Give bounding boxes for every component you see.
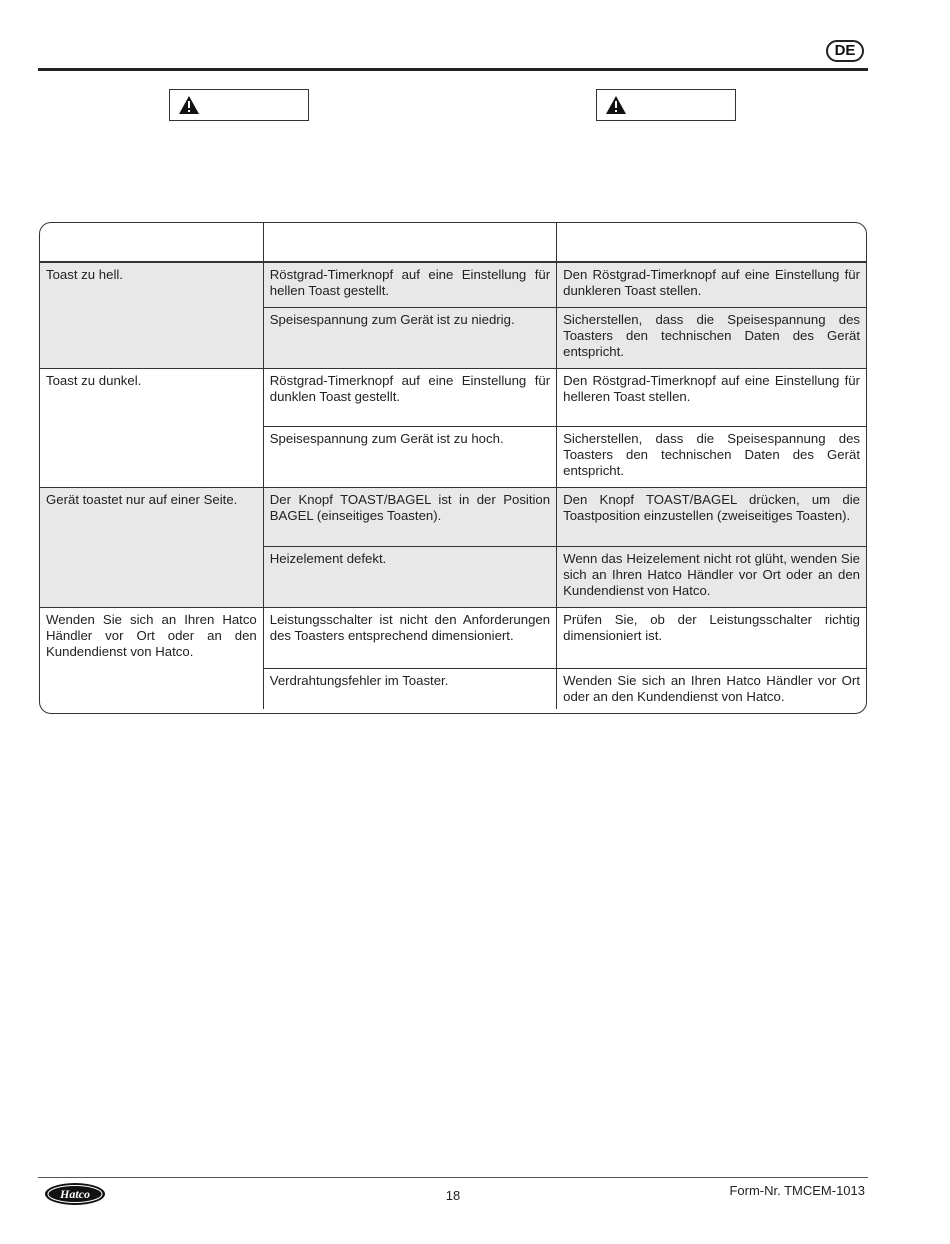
problem-cell: Wenden Sie sich an Ihren Hatco Händler vor Ort oder an den Kundendienst von Hatco. bbox=[40, 607, 263, 709]
solution-cell: Den Röstgrad-Timerknopf auf eine Einstellung für dunkleren Toast stellen. bbox=[557, 262, 866, 307]
troubleshooting-table bbox=[39, 222, 867, 714]
solution-cell: Wenn das Heizelement nicht rot glüht, wenden Sie sich an Ihren Hatco Händler vor Ort oder an den Kundendienst von Hatco. bbox=[557, 546, 866, 607]
cause-cell: Speisespannung zum Gerät ist zu niedrig. bbox=[263, 307, 556, 368]
table-row bbox=[40, 487, 866, 546]
warning-box-left bbox=[169, 89, 309, 121]
warning-box-right bbox=[596, 89, 736, 121]
solution-cell: Den Röstgrad-Timerknopf auf eine Einstellung für helleren Toast stellen. bbox=[557, 368, 866, 426]
solution-cell: Wenden Sie sich an Ihren Hatco Händler vor Ort oder an den Kundendienst von Hatco. bbox=[563, 672, 860, 704]
solution-cell: Den Knopf TOAST/BAGEL drücken, um die Toastposition einzustellen (zweiseitiges Toasten). bbox=[557, 487, 866, 546]
warning-icon bbox=[178, 95, 200, 115]
header-cell-cause bbox=[263, 223, 556, 262]
header-rule bbox=[38, 68, 868, 71]
cause-cell: Heizelement defekt. bbox=[263, 546, 556, 607]
language-badge: DE bbox=[826, 40, 864, 62]
page-number: 18 bbox=[445, 1188, 461, 1203]
solution-cell: Sicherstellen, dass die Speisespannung des Toasters den technischen Daten des Gerät entspricht. bbox=[557, 426, 866, 487]
cause-cell: Röstgrad-Timerknopf auf eine Einstellung für hellen Toast gestellt. bbox=[263, 262, 556, 307]
form-number: Form-Nr. TMCEM-1013 bbox=[729, 1183, 865, 1198]
table-row bbox=[40, 607, 866, 668]
header-cell-solution bbox=[557, 223, 866, 262]
problem-cell: Toast zu dunkel. bbox=[40, 368, 263, 487]
cause-cell: Der Knopf TOAST/BAGEL ist in der Position BAGEL (einseitiges Toasten). bbox=[263, 487, 556, 546]
problem-cell: Toast zu hell. bbox=[40, 262, 263, 368]
cause-cell: Speisespannung zum Gerät ist zu hoch. bbox=[263, 426, 556, 487]
cause-cell: Verdrahtungsfehler im Toaster. bbox=[263, 668, 556, 709]
table-header-row bbox=[40, 223, 866, 262]
table-row bbox=[40, 262, 866, 307]
problem-cell: Gerät toastet nur auf einer Seite. bbox=[40, 487, 263, 607]
svg-text:Hatco: Hatco bbox=[60, 1187, 90, 1201]
header-cell-problem bbox=[40, 223, 263, 262]
cause-cell: Leistungsschalter ist nicht den Anforderungen des Toasters entsprechend dimensioniert. bbox=[263, 607, 556, 668]
warning-icon bbox=[605, 95, 627, 115]
footer-rule bbox=[38, 1177, 868, 1178]
solution-cell: Prüfen Sie, ob der Leistungsschalter richtig dimensioniert ist. bbox=[557, 607, 866, 668]
table-row bbox=[40, 368, 866, 426]
cause-cell: Röstgrad-Timerknopf auf eine Einstellung für dunklen Toast gestellt. bbox=[263, 368, 556, 426]
solution-cell: Sicherstellen, dass die Speisespannung des Toasters den technischen Daten des Gerät entspricht. bbox=[557, 307, 866, 368]
